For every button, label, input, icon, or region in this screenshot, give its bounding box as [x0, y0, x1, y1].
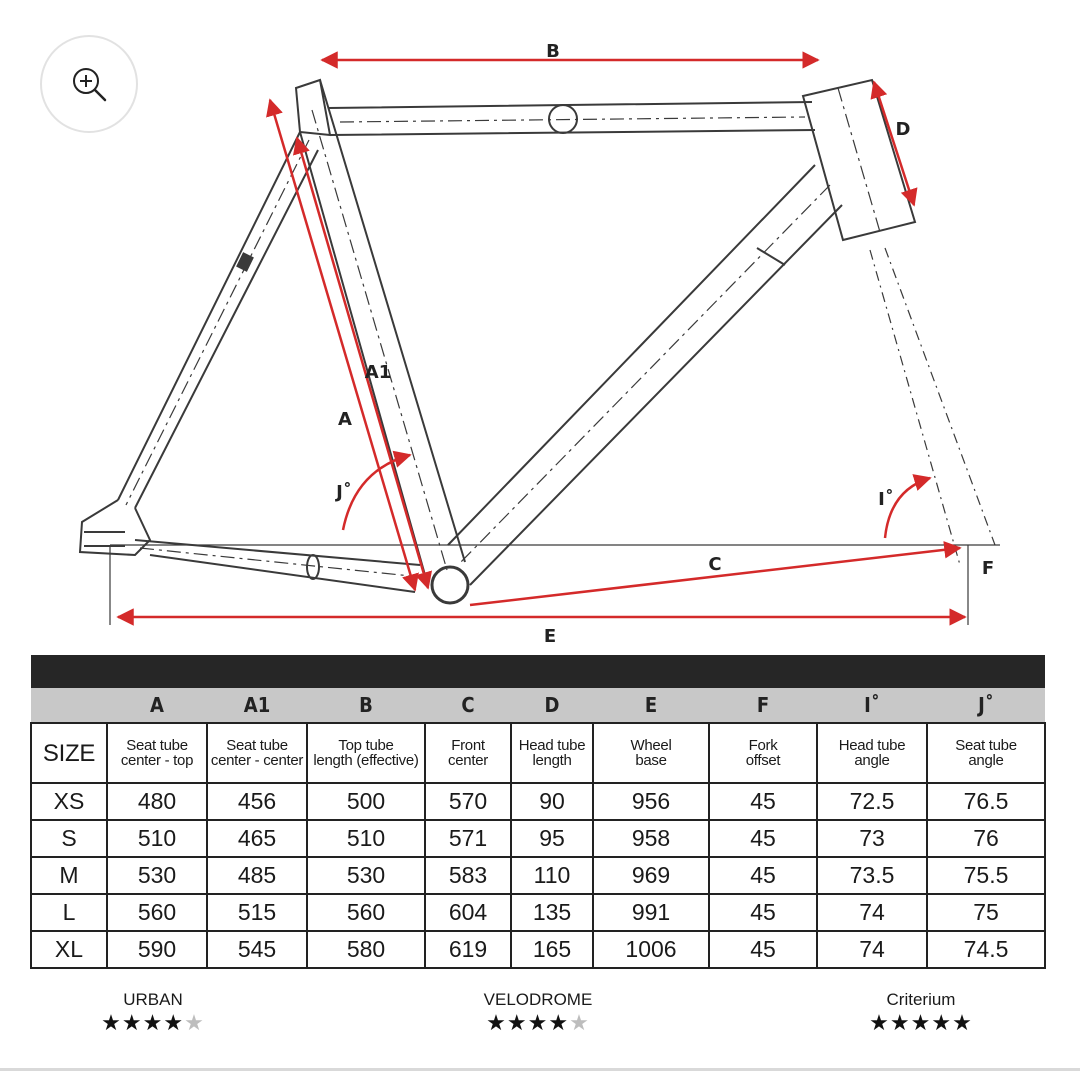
value-cell: 74.5 [927, 931, 1045, 968]
table-row [31, 857, 1045, 894]
column-description: Seat tube center - top [107, 723, 207, 783]
value-cell: 76 [927, 820, 1045, 857]
column-letter: I˚ [817, 688, 927, 723]
bike-frame-outline [80, 80, 1000, 625]
zoom-in-button[interactable] [40, 35, 138, 133]
size-cell: XS [31, 783, 107, 820]
column-letter: B [307, 688, 425, 723]
value-cell: 74 [817, 894, 927, 931]
label-j: J˚ [336, 482, 352, 503]
value-cell: 560 [307, 894, 425, 931]
column-description: Head tube angle [817, 723, 927, 783]
star-rating [73, 1010, 233, 1036]
label-a1: A1 [364, 362, 392, 383]
star-empty-icon: ★ [184, 1010, 205, 1035]
value-cell: 465 [207, 820, 307, 857]
value-cell: 45 [709, 820, 817, 857]
value-cell: 75 [927, 894, 1045, 931]
value-cell: 45 [709, 931, 817, 968]
geometry-table [30, 655, 1046, 969]
star-filled-icon: ★ [142, 1010, 164, 1035]
star-filled-icon: ★ [952, 1010, 973, 1035]
star-filled-icon: ★ [910, 1010, 932, 1035]
column-description: Head tube length [511, 723, 593, 783]
value-cell: 583 [425, 857, 511, 894]
size-cell: M [31, 857, 107, 894]
star-filled-icon: ★ [889, 1010, 911, 1035]
star-filled-icon: ★ [486, 1010, 507, 1035]
label-i: I˚ [878, 489, 894, 510]
value-cell: 1006 [593, 931, 709, 968]
value-cell: 110 [511, 857, 593, 894]
value-cell: 571 [425, 820, 511, 857]
column-description: Wheel base [593, 723, 709, 783]
value-cell: 956 [593, 783, 709, 820]
value-cell: 545 [207, 931, 307, 968]
star-filled-icon: ★ [121, 1010, 143, 1035]
value-cell: 75.5 [927, 857, 1045, 894]
table-row [31, 820, 1045, 857]
label-a: A [338, 409, 352, 430]
label-e: E [543, 626, 557, 647]
column-letter: E [593, 688, 709, 723]
value-cell: 480 [107, 783, 207, 820]
column-description: Seat tube angle [927, 723, 1045, 783]
rating-label: Criterium [886, 990, 956, 1009]
value-cell: 72.5 [817, 783, 927, 820]
value-cell: 515 [207, 894, 307, 931]
size-header: SIZE [31, 723, 107, 783]
label-d: D [895, 119, 911, 140]
rating-label: URBAN [123, 990, 183, 1009]
label-c: C [708, 554, 722, 575]
value-cell: 590 [107, 931, 207, 968]
star-filled-icon: ★ [548, 1010, 570, 1035]
column-letter-row [31, 688, 1045, 723]
value-cell: 135 [511, 894, 593, 931]
value-cell: 45 [709, 894, 817, 931]
value-cell: 74 [817, 931, 927, 968]
riding-style-ratings [0, 990, 1080, 1050]
column-description: Fork offset [709, 723, 817, 783]
value-cell: 76.5 [927, 783, 1045, 820]
column-letter: D [511, 688, 593, 723]
value-cell: 530 [307, 857, 425, 894]
zoom-in-icon [69, 64, 109, 104]
column-description: Top tube length (effective) [307, 723, 425, 783]
star-empty-icon: ★ [569, 1010, 590, 1035]
table-row [31, 931, 1045, 968]
column-letter: C [425, 688, 511, 723]
label-f: F [981, 558, 995, 579]
value-cell: 45 [709, 857, 817, 894]
value-cell: 73 [817, 820, 927, 857]
label-b: B [546, 41, 560, 62]
table-header-bar [31, 655, 1045, 688]
column-letter: F [709, 688, 817, 723]
value-cell: 73.5 [817, 857, 927, 894]
value-cell: 90 [511, 783, 593, 820]
size-cell: S [31, 820, 107, 857]
dimension-lines [118, 60, 965, 617]
star-filled-icon: ★ [869, 1010, 890, 1035]
rating-urban [73, 990, 233, 1036]
size-cell: L [31, 894, 107, 931]
value-cell: 570 [425, 783, 511, 820]
star-filled-icon: ★ [163, 1010, 185, 1035]
value-cell: 95 [511, 820, 593, 857]
value-cell: 510 [107, 820, 207, 857]
star-filled-icon: ★ [931, 1010, 953, 1035]
rating-label: VELODROME [483, 990, 593, 1009]
value-cell: 165 [511, 931, 593, 968]
value-cell: 456 [207, 783, 307, 820]
star-filled-icon: ★ [506, 1010, 528, 1035]
value-cell: 958 [593, 820, 709, 857]
star-rating [458, 1010, 618, 1036]
value-cell: 969 [593, 857, 709, 894]
value-cell: 530 [107, 857, 207, 894]
star-filled-icon: ★ [527, 1010, 549, 1035]
value-cell: 580 [307, 931, 425, 968]
size-cell: XL [31, 931, 107, 968]
value-cell: 45 [709, 783, 817, 820]
star-filled-icon: ★ [101, 1010, 122, 1035]
value-cell: 485 [207, 857, 307, 894]
star-rating [841, 1010, 1001, 1036]
table-row [31, 894, 1045, 931]
rating-velodrome [458, 990, 618, 1036]
value-cell: 604 [425, 894, 511, 931]
value-cell: 500 [307, 783, 425, 820]
column-description-row [31, 723, 1045, 783]
value-cell: 560 [107, 894, 207, 931]
rating-criterium [841, 990, 1001, 1036]
column-letter: A1 [207, 688, 307, 723]
column-description: Seat tube center - center [207, 723, 307, 783]
column-letter [31, 688, 107, 723]
column-letter: J˚ [927, 688, 1045, 723]
value-cell: 991 [593, 894, 709, 931]
column-description: Front center [425, 723, 511, 783]
value-cell: 510 [307, 820, 425, 857]
column-letter: A [107, 688, 207, 723]
value-cell: 619 [425, 931, 511, 968]
table-row [31, 783, 1045, 820]
